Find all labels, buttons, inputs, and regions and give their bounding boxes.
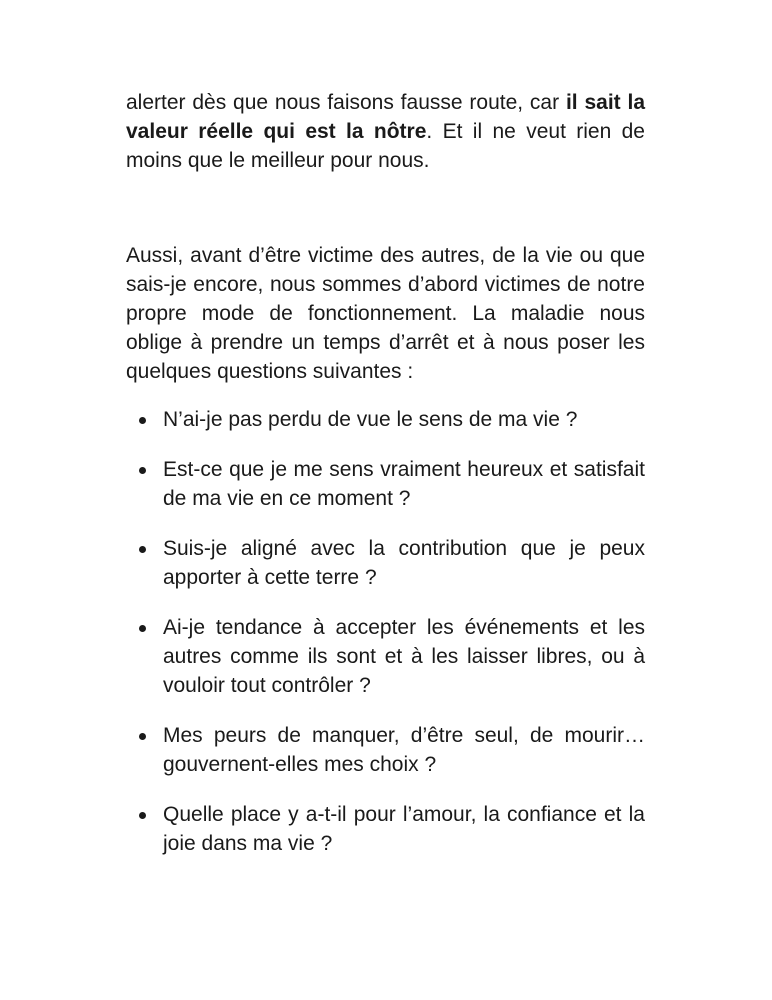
paragraph-intro-text-end: . Et il ne veut rien de moins que le meilleur pour nous. xyxy=(126,120,645,172)
paragraph-intro xyxy=(126,88,645,175)
list-item xyxy=(126,455,645,513)
list-item xyxy=(126,721,645,779)
bullet-icon xyxy=(139,625,146,632)
list-item xyxy=(126,405,645,434)
list-item-text: N’ai-je pas perdu de vue le sens de ma vie ? xyxy=(163,408,578,431)
bullet-icon xyxy=(139,733,146,740)
list-item xyxy=(126,800,645,858)
list-item-text: Quelle place y a-t-il pour l’amour, la confiance et la joie dans ma vie ? xyxy=(163,803,645,855)
bullet-icon xyxy=(139,546,146,553)
list-item-text: Suis-je aligné avec la contribution que je peux apporter à cette terre ? xyxy=(163,537,645,589)
paragraph-intro-text-start: alerter dès que nous faisons fausse route, car xyxy=(126,91,566,114)
bullet-icon xyxy=(139,812,146,819)
list-item-text: Est-ce que je me sens vraiment heureux et satisfait de ma vie en ce moment ? xyxy=(163,458,645,510)
list-item xyxy=(126,534,645,592)
list-item xyxy=(126,613,645,700)
list-item-text: Mes peurs de manquer, d’être seul, de mourir… gouvernent-elles mes choix ? xyxy=(163,724,645,776)
bullet-icon xyxy=(139,417,146,424)
paragraph-intro-bold-text: il sait la valeur réelle qui est la nôtre xyxy=(126,91,645,143)
bullet-icon xyxy=(139,467,146,474)
list-item-text: Ai-je tendance à accepter les événements et les autres comme ils sont et à les laisser libres, ou à vouloir tout contrôler ? xyxy=(163,616,645,697)
paragraph-victims: Aussi, avant d’être victime des autres, de la vie ou que sais-je encore, nous sommes d’abord victimes de notre propre mode de fonctionnement. La maladie nous oblige à prendre un temps d’arrêt et à nous poser les quelques questions suivantes : xyxy=(126,244,645,383)
question-list xyxy=(126,405,645,858)
